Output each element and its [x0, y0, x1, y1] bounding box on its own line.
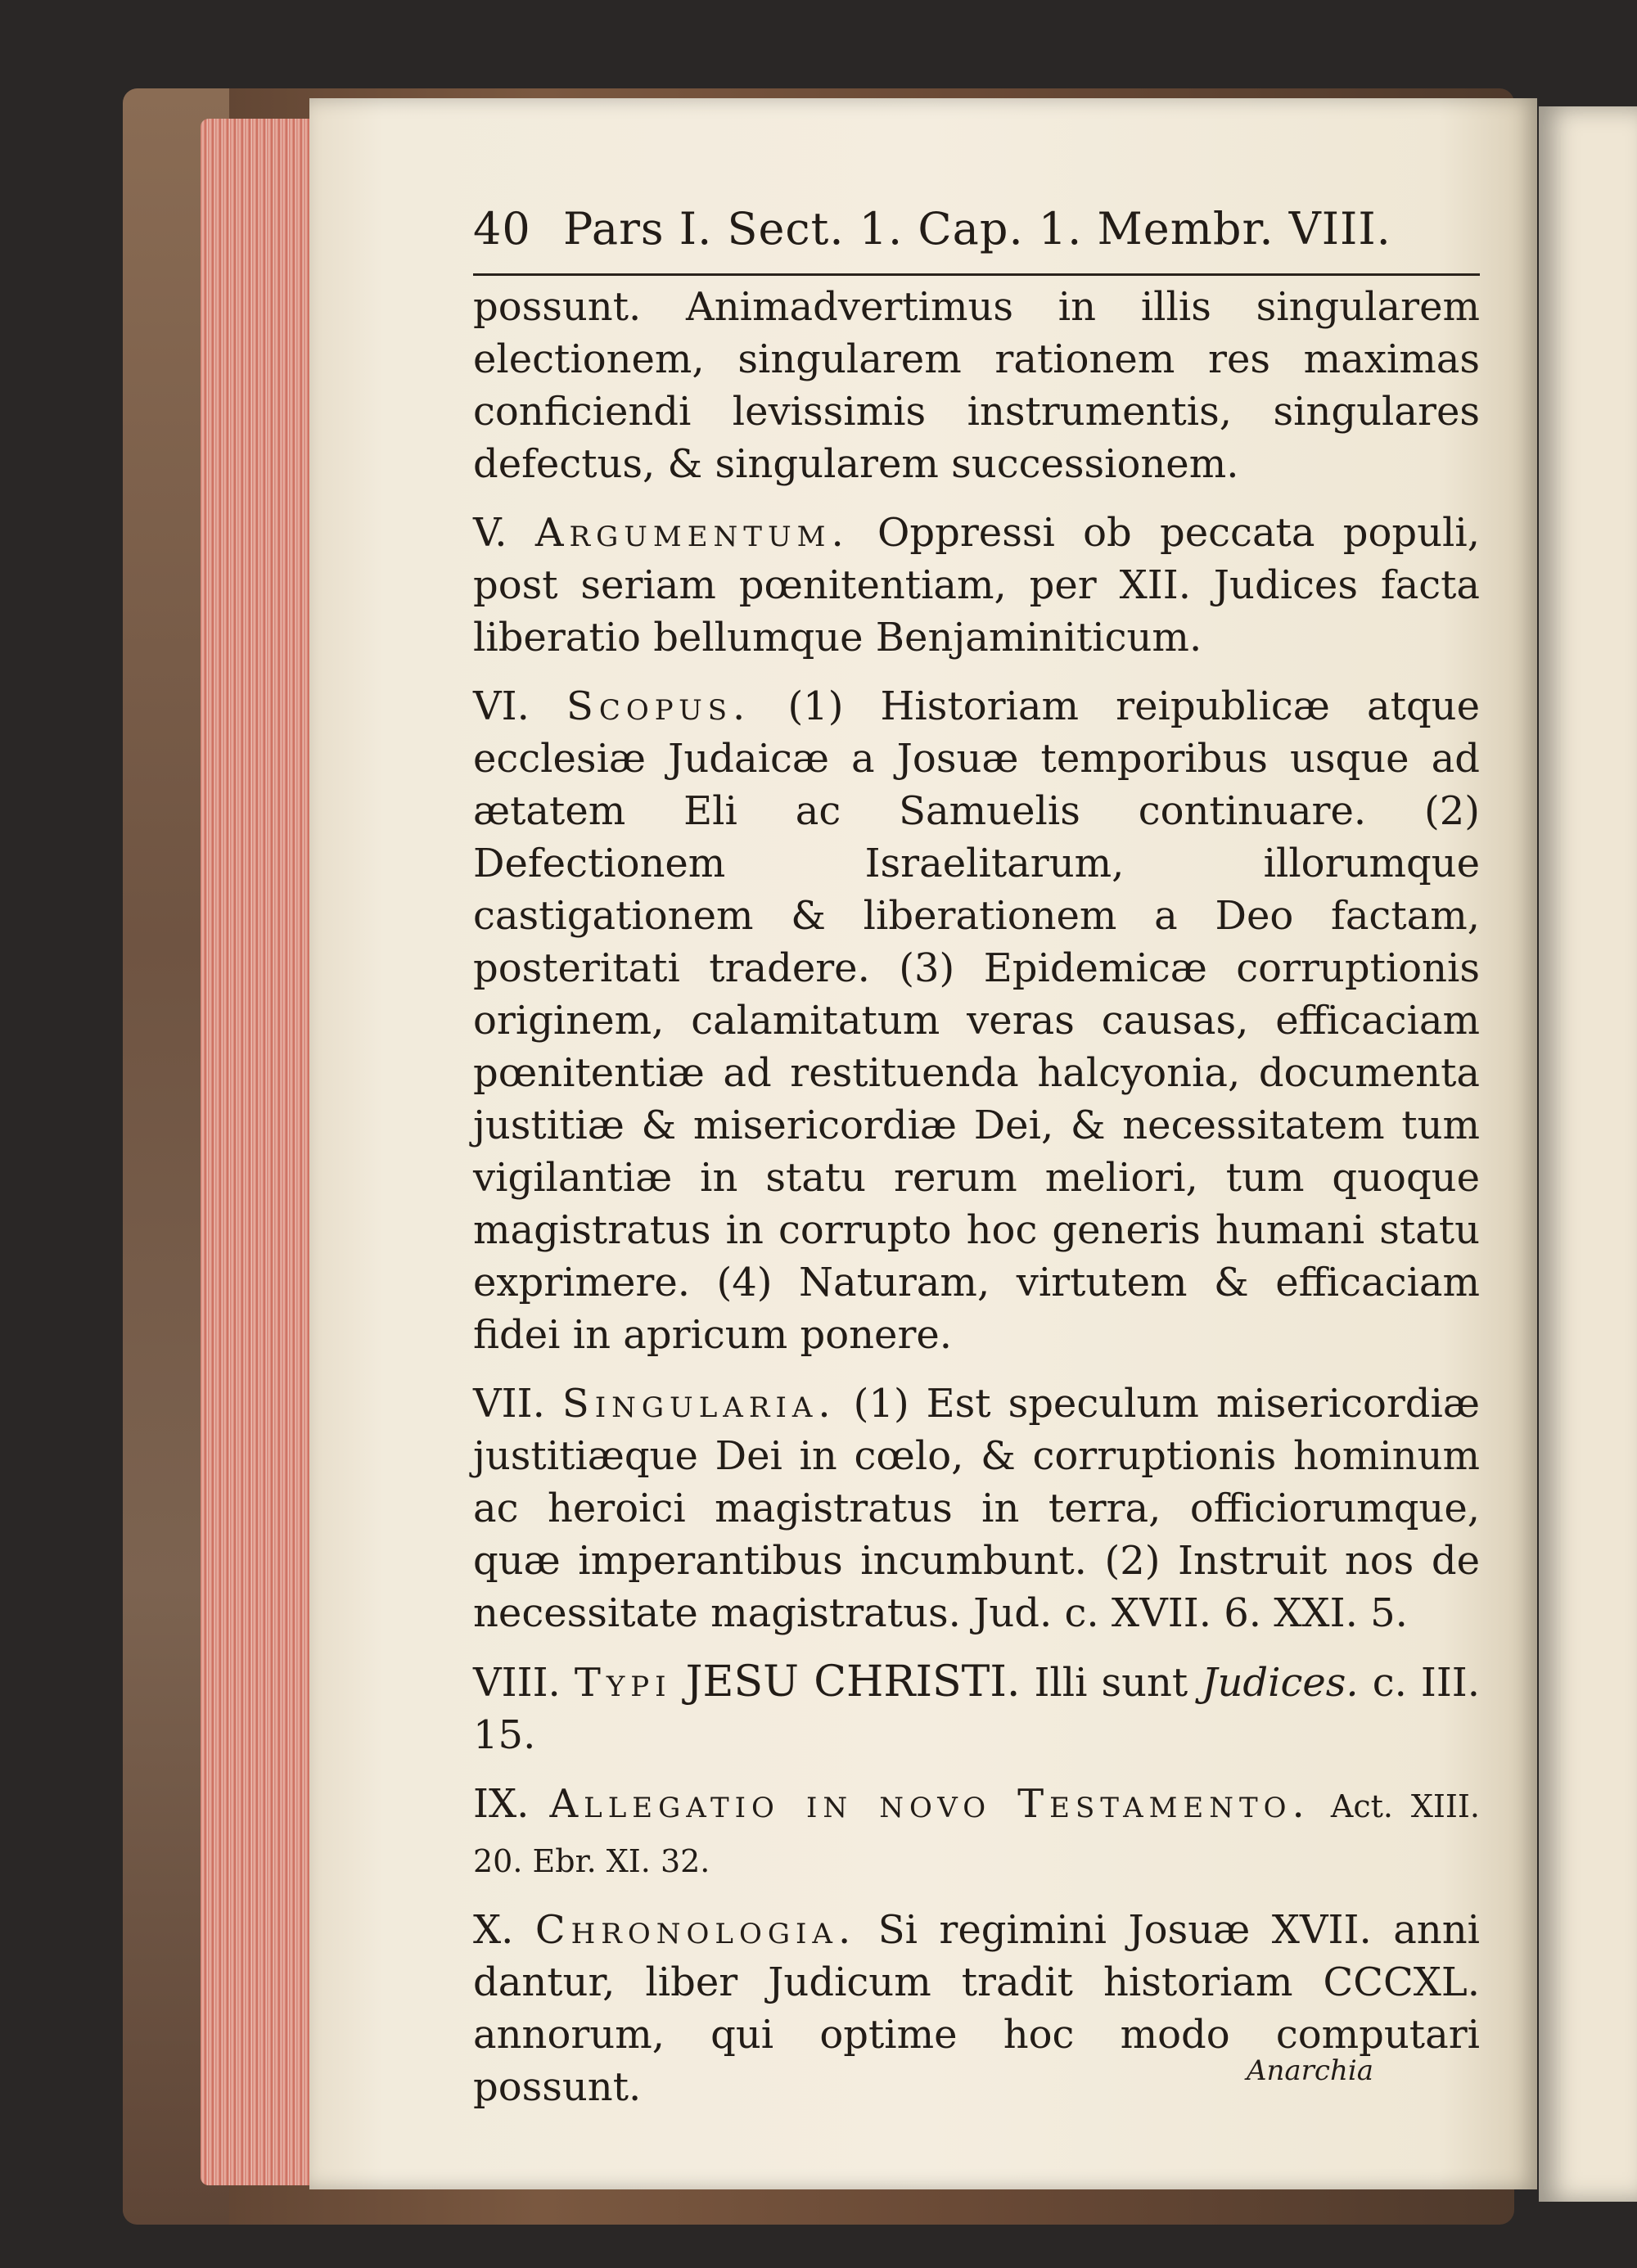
section-number: X.	[473, 1907, 514, 1953]
section-heading-name: JESU CHRISTI.	[685, 1657, 1021, 1707]
facing-page-edge	[1539, 106, 1637, 2202]
running-header	[473, 203, 1480, 268]
page-content	[473, 203, 1480, 2113]
section-heading: Typi	[574, 1660, 672, 1706]
paragraph-text: Si regimini Josuæ XVII. anni dantur, liber Judicum tradit historiam CCCXL. annorum, qui optime hoc modo computari possunt.	[473, 1907, 1480, 2110]
page-number: 40	[473, 203, 531, 255]
paragraph-singularia	[473, 1377, 1480, 1639]
paragraph-continuation	[473, 281, 1480, 490]
paragraph-allegatio	[473, 1778, 1480, 1887]
paragraph-text: Oppressi ob peccata populi, post seriam pœnitentiam, per XII. Judices facta liberatio bellumque Benjaminiticum.	[473, 510, 1480, 661]
section-number: VIII.	[473, 1660, 561, 1706]
section-number: V.	[473, 510, 507, 556]
paragraph-reference: c. III. 15.	[473, 1660, 1481, 1758]
section-heading: Singularia.	[561, 1381, 837, 1427]
section-number: VI.	[473, 683, 530, 729]
running-title: Pars I. Sect. 1. Cap. 1. Membr. VIII.	[563, 203, 1391, 255]
paragraph-argumentum	[473, 507, 1480, 664]
section-number: VII.	[473, 1381, 545, 1427]
paragraph-text: (1) Est speculum misericordiæ justitiæque Dei in cœlo, & corruptionis hominum ac heroici magistratus in terra, officiorumque, quæ imperantibus incumbunt. (2) Instruit nos de necessitate magistratus. Jud. c. XVII. 6. XXI. 5.	[473, 1381, 1481, 1636]
page-edges	[201, 119, 315, 2185]
paragraph-scopus	[473, 680, 1480, 1361]
catchword: Anarchia	[1246, 2054, 1373, 2087]
paragraph-text: possunt. Animadvertimus in illis singularem electionem, singularem rationem res maximas conficiendi levissimis instrumentis, singulares defectus, & singularem successionem.	[473, 284, 1480, 487]
paragraph-typi	[473, 1656, 1480, 1761]
paragraph-italic: Judices.	[1202, 1660, 1359, 1706]
paragraph-reference: Act. XIII. 20. Ebr. XI. 32.	[473, 1788, 1481, 1879]
section-number: IX.	[473, 1781, 530, 1827]
paragraph-text: (1) Historiam reipublicæ atque ecclesiæ Judaicæ a Josuæ temporibus usque ad ætatem Eli ac Samuelis continuare. (2) Defectionem Israelitarum, illorumque castigationem & liberationem a Deo factam, posteritati tradere. (3) Epidemicæ corruptionis originem, calamitatum veras causas, efficaciam pœnitentiæ ad restituenda halcyonia, documenta justitiæ & misericordiæ Dei, & necessitatem tum vigilantiæ in statu rerum meliori, tum quoque magistratus in corrupto hoc generis humani statu exprimere. (4) Naturam, virtutem & efficaciam fidei in apricum ponere.	[473, 683, 1481, 1358]
section-heading: Chronologia.	[534, 1907, 857, 1953]
section-heading: Argumentum.	[534, 510, 850, 556]
paragraph-text: Illi sunt	[1034, 1660, 1188, 1706]
section-heading: Scopus.	[566, 683, 751, 729]
book-page	[309, 98, 1537, 2189]
header-rule	[473, 273, 1480, 276]
section-heading: Allegatio in novo Testamento.	[549, 1781, 1310, 1827]
